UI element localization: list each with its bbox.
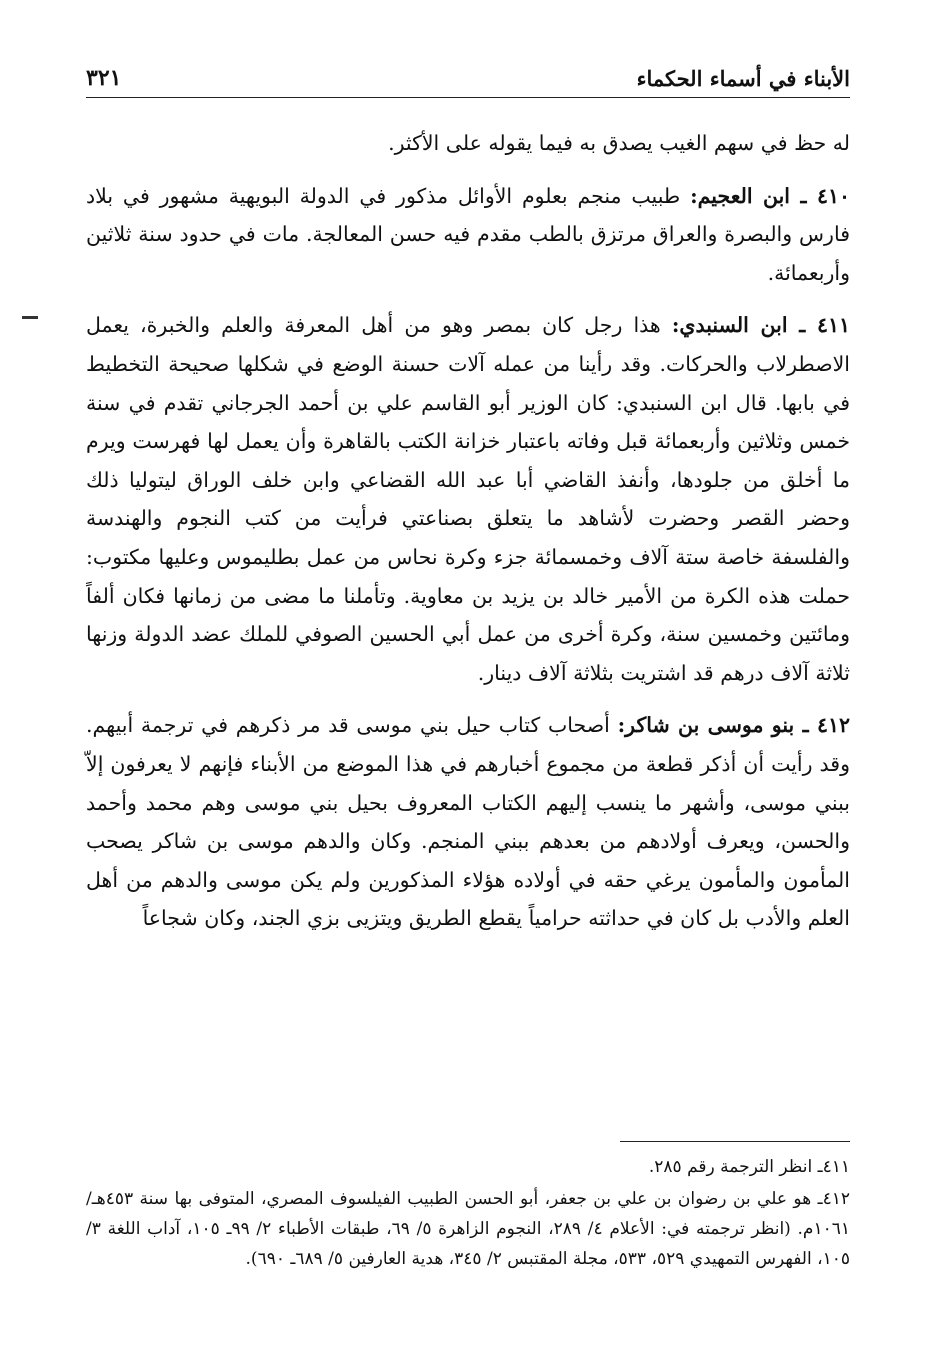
entry-410 [86, 177, 850, 293]
running-header [86, 58, 850, 98]
page-number: ٣٢١ [86, 65, 122, 91]
running-title: الأبناء في أسماء الحكماء [636, 66, 850, 91]
continuation-paragraph: له حظ في سهم الغيب يصدق به فيما يقوله على الأكثر. [388, 131, 850, 155]
entry-text: أصحاب كتاب حيل بني موسى قد مر ذكرهم في ترجمة أبيهم. وقد رأيت أن أذكر قطعة من مجموع أخبارهم في هذا الموضع من الأبناء فإنهم لا يعرفون إلاّ ببني موسى، وأشهر ما ينسب إليهم الكتاب المعروف بحيل بني موسى وهم محمد وأحمد والحسن، ويعرف أولادهم من بعدهم ببني المنجم. وكان والدهم موسى بن شاكر يصحب المأمون والمأمون يرغي حقه في أولاده هؤلاء المذكورين ولم يكن موسى والدهم من أهل العلم والأدب بل كان في حداثته حرامياً يقطع الطريق ويتزيى بزي الجند، وكان شجاعاً [86, 713, 850, 931]
entry-heading: ٤١١ ـ ابن السنبدي: [671, 313, 850, 338]
footnote-divider [620, 1141, 850, 1142]
main-text [86, 124, 850, 952]
entry-heading: ٤١٢ ـ بنو موسى بن شاكر: [617, 713, 850, 738]
footnotes [86, 1152, 850, 1276]
margin-mark [22, 316, 38, 319]
entry-412 [86, 706, 850, 938]
entry-text: طبيب منجم بعلوم الأوائل مذكور في الدولة البويهية مشهور في بلاد فارس والبصرة والعراق مرتزق بالطب مقدم فيه حسن المعالجة. مات في حدود سنة ثلاثين وأربعمائة. [86, 183, 850, 285]
footnote-411: ٤١١ـ انظر الترجمة رقم ٢٨٥. [648, 1157, 850, 1177]
entry-411 [86, 306, 850, 692]
entry-text: هذا رجل كان بمصر وهو من أهل المعرفة والعلم والخبرة، يعمل الاصطرلاب والحركات. وقد رأينا من عمله آلات حسنة الوضع في شكلها صحيحة التخطيط في بابها. قال ابن السنبدي: كان الوزير أبو القاسم علي بن أحمد الجرجاني تقدم في سنة خمس وثلاثين وأربعمائة قبل وفاته باعتبار خزانة الكتب بالقاهرة وأن يعمل لها فهرست ويرم ما أخلق من جلودها، وأنفذ القاضي أبا عبد الله القضاعي وابن خلف الوراق ليتوليا ذلك وحضر القصر وحضرت لأشاهد ما يتعلق بصناعتي فرأيت من كتب النجوم والهندسة والفلسفة خاصة ستة آلاف وخمسمائة جزء وكرة نحاس من عمل بطليموس وعليها مكتوب: حملت هذه الكرة من الأمير خالد بن يزيد بن معاوية. وتأملنا ما مضى من زمانها فكان ألفاً ومائتين وخمسين سنة، وكرة أخرى من عمل أبي الحسين الصوفي للملك عضد الدولة وزنها ثلاثة آلاف درهم قد اشتريت بثلاثة آلاف دينار. [86, 313, 851, 685]
entry-heading: ٤١٠ ـ ابن العجيم: [690, 183, 851, 208]
footnote-412: ٤١٢ـ هو علي بن رضوان بن علي بن جعفر، أبو الحسن الطبيب الفيلسوف المصري، المتوفى بها سنة ٤٥٣هـ/ ١٠٦١م. (انظر ترجمته في: الأعلام ٤/ ٢٨٩، النجوم الزاهرة ٥/ ٦٩، طبقات الأطباء ٢/ ٩٩ـ ١٠٥، آداب اللغة ٣/ ١٠٥، الفهرس التمهيدي ٥٢٩، ٥٣٣، مجلة المقتبس ٢/ ٣٤٥، هدية العارفين ٥/ ٦٨٩ـ ٦٩٠). [86, 1189, 850, 1269]
